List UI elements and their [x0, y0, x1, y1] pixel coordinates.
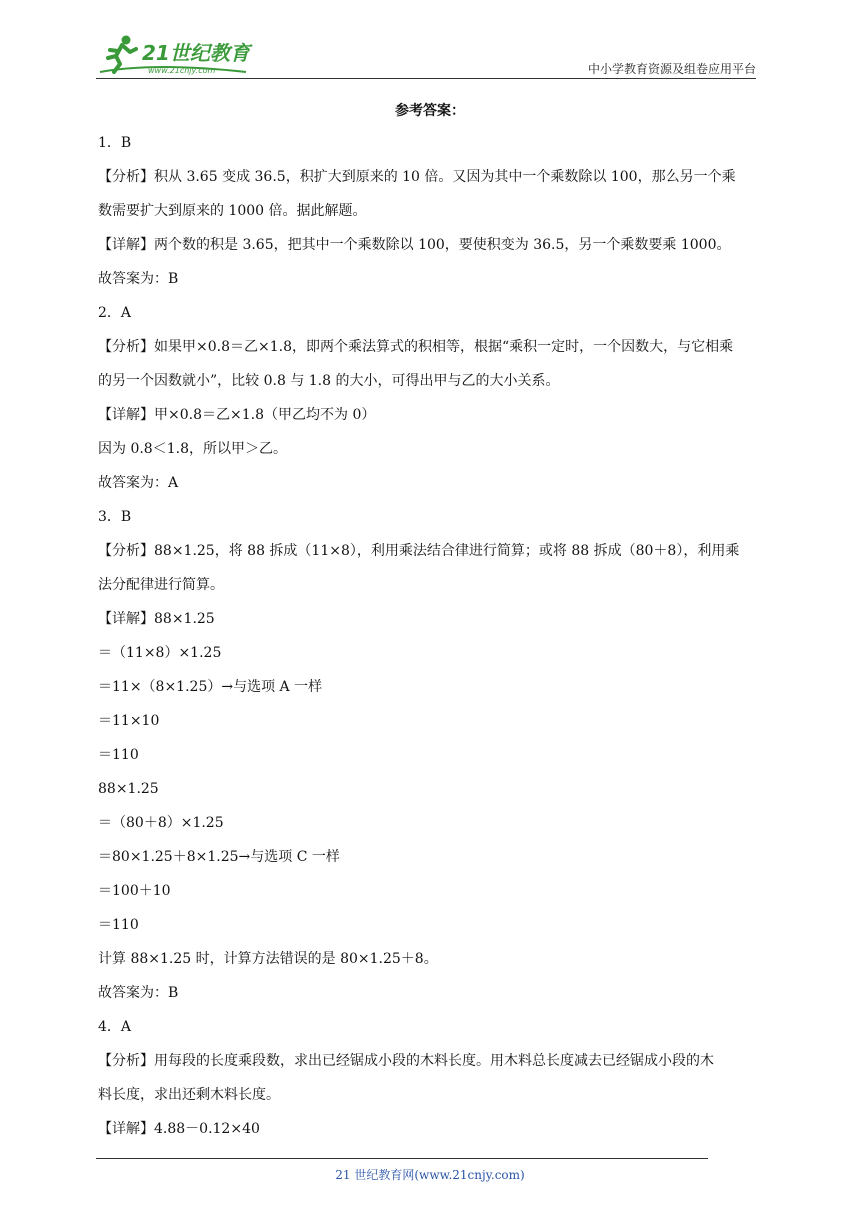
text-line: 因为 0.8＜1.8，所以甲＞乙。 — [98, 441, 287, 457]
text-line: ＝110 — [98, 917, 139, 933]
text-line: 法分配律进行简算。 — [98, 577, 224, 593]
page-title: 参考答案： — [395, 103, 465, 119]
text-line: 【详解】88×1.25 — [98, 611, 215, 627]
logo-url: www.21cnjy.com — [148, 66, 216, 75]
text-line: 的另一个因数就小”，比较 0.8 与 1.8 的大小，可得出甲与乙的大小关系。 — [98, 373, 560, 389]
runner-logo-icon — [96, 32, 266, 76]
platform-name: 中小学教育资源及组卷应用平台 — [587, 62, 756, 76]
text-line: 【分析】积从 3.65 变成 36.5，积扩大到原来的 10 倍。又因为其中一个乘数除以 100，那么另一个乘 — [98, 169, 736, 185]
text-line: 故答案为：B — [98, 271, 179, 287]
site-logo — [96, 32, 266, 76]
footer-divider — [96, 1158, 708, 1159]
logo-text: 21世纪教育 — [142, 41, 250, 65]
text-line: ＝（80＋8）×1.25 — [98, 815, 224, 831]
text-line: 故答案为：B — [98, 985, 179, 1001]
text-line: 【详解】4.88－0.12×40 — [98, 1121, 260, 1137]
text-line: 【详解】两个数的积是 3.65，把其中一个乘数除以 100，要使积变为 36.5，另一个乘数要乘 1000。 — [98, 237, 731, 253]
text-line: 3．B — [98, 509, 132, 525]
answer-content — [98, 126, 758, 1146]
text-line: 计算 88×1.25 时，计算方法错误的是 80×1.25＋8。 — [98, 951, 438, 967]
text-line: 1．B — [98, 135, 132, 151]
text-line: 故答案为：A — [98, 475, 179, 491]
text-line: 88×1.25 — [98, 781, 159, 797]
text-line: 【分析】88×1.25，将 88 拆成（11×8），利用乘法结合律进行简算；或将 88 拆成（80＋8），利用乘 — [98, 543, 740, 559]
text-line: ＝（11×8）×1.25 — [98, 645, 222, 661]
text-line: 【分析】用每段的长度乘段数，求出已经锯成小段的木料长度。用木料总长度减去已经锯成小段的木 — [98, 1053, 714, 1069]
text-line: 料长度，求出还剩木料长度。 — [98, 1087, 280, 1103]
text-line: ＝11×10 — [98, 713, 160, 729]
text-line: 2．A — [98, 305, 132, 321]
text-line: ＝11×（8×1.25）→与选项 A 一样 — [98, 679, 323, 695]
text-line: ＝80×1.25＋8×1.25→与选项 C 一样 — [98, 849, 340, 865]
page-header — [96, 28, 756, 80]
text-line: 【分析】如果甲×0.8＝乙×1.8，即两个乘法算式的积相等，根据“乘积一定时，一个因数大，与它相乘 — [98, 339, 734, 355]
header-divider — [96, 78, 756, 79]
text-line: 【详解】甲×0.8＝乙×1.8（甲乙均不为 0） — [98, 407, 376, 423]
text-line: 4．A — [98, 1019, 132, 1035]
page-footer: 21 世纪教育网(www.21cnjy.com) — [335, 1168, 525, 1182]
text-line: 数需要扩大到原来的 1000 倍。据此解题。 — [98, 203, 367, 219]
text-line: ＝100＋10 — [98, 883, 171, 899]
text-line: ＝110 — [98, 747, 139, 763]
